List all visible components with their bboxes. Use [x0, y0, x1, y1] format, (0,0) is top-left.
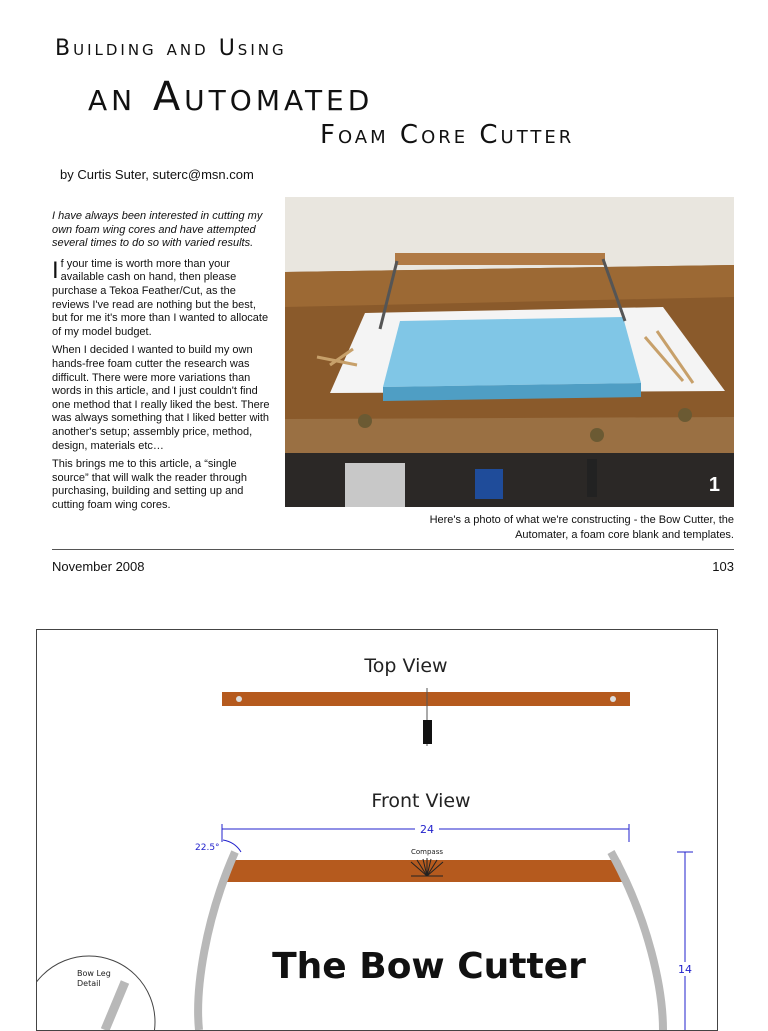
drawing-title: The Bow Cutter — [272, 946, 586, 987]
bow-cutter-drawing — [36, 629, 718, 1031]
bow-cutter-photo — [285, 197, 734, 507]
article-column — [52, 210, 274, 517]
detail-label-line-2: Detail — [77, 979, 101, 988]
angle-arc — [223, 840, 241, 852]
photo-number: 1 — [708, 474, 720, 496]
bow-leg-detail-circle — [37, 956, 155, 1030]
article-paragraph-1 — [52, 258, 274, 340]
article-intro: I have always been interested in cutting my own foam wing cores and have attempted several times to do so with varied results. — [52, 210, 263, 250]
article-paragraph-3: This brings me to this article, a “single source” that will walk the reader through purchasing, building and setting up and cutting foam wing cores. — [52, 458, 248, 511]
issue-date: November 2008 — [52, 559, 145, 574]
top-view-bow-bar — [222, 692, 630, 706]
detail-label-line-1: Bow Leg — [77, 969, 111, 978]
detail-bow-leg — [105, 982, 125, 1030]
width-dimension-value: 24 — [420, 823, 434, 836]
article-paragraph-1-text: f your time is worth more than your available cash on hand, then please purchase a Tekoa Feather/Cut, as the reviews I've read are nothing but the best, but for me it's more than I wanted to allocate of my model budget. — [52, 257, 269, 338]
top-view-hole-left — [236, 696, 242, 702]
angle-dimension-value: 22.5° — [195, 843, 220, 853]
front-view-label: Front View — [371, 790, 471, 812]
compass-label: Compass — [410, 848, 444, 856]
top-view-hole-right — [610, 696, 616, 702]
drop-cap: I — [52, 256, 59, 284]
title-line-2: an Automated — [88, 74, 374, 120]
title-line-1: Building and Using — [55, 36, 287, 61]
height-dimension-value: 14 — [678, 963, 692, 976]
top-view-clamp — [423, 720, 432, 744]
drawing-svg — [37, 630, 717, 1030]
title-line-3: Foam Core Cutter — [320, 120, 575, 150]
photo-illustration — [285, 197, 734, 507]
byline: by Curtis Suter, suterc@msn.com — [60, 167, 254, 182]
article-paragraph-2: When I decided I wanted to build my own hands-free foam cutter the research was difficult. There were more variations than words in this article, and I just couldn't find one method that I really liked the best. There was always something that I liked better with another's setup; assembly price, method, design, materials etc… — [52, 344, 270, 452]
footer-rule — [52, 549, 734, 550]
photo-caption: Here's a photo of what we're constructing - the Bow Cutter, the Automater, a foam core blank and templates. — [429, 514, 734, 541]
top-view-label: Top View — [364, 655, 448, 677]
page-number: 103 — [712, 559, 734, 574]
